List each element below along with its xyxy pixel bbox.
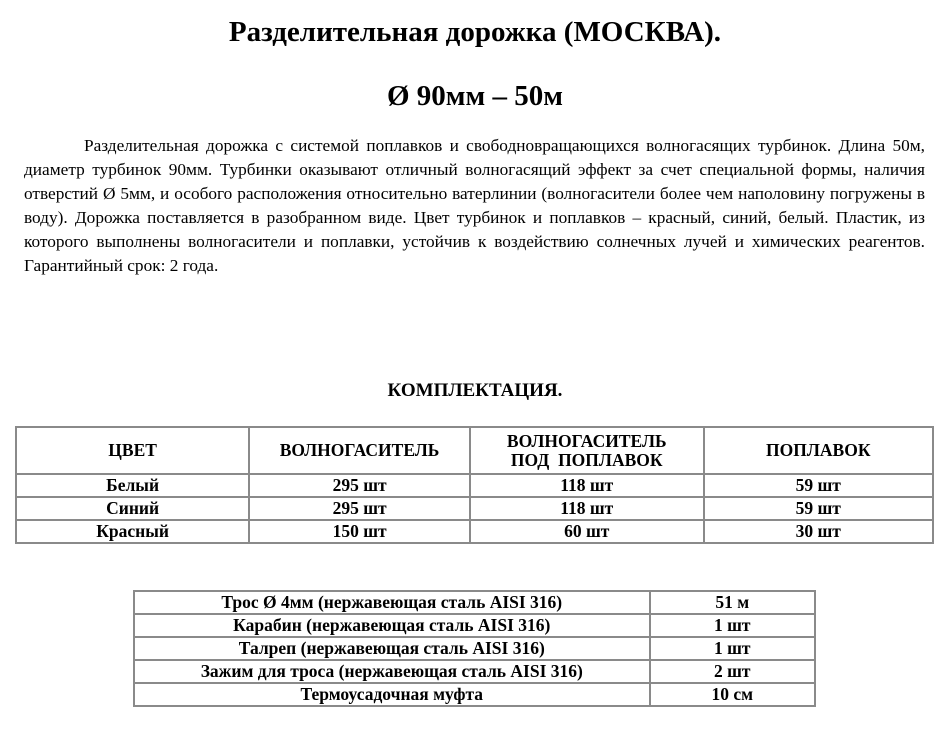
cell-wave-damper: 295 шт [249, 497, 470, 520]
table-row [16, 520, 933, 543]
kit-table [15, 426, 934, 544]
cell-color: Белый [16, 474, 249, 497]
cell-color: Синий [16, 497, 249, 520]
section-title-kit: КОМПЛЕКТАЦИЯ. [387, 380, 563, 401]
cell-quantity: 1 шт [650, 614, 815, 637]
cell-item: Зажим для троса (нержавеющая сталь AISI 316) [134, 660, 650, 683]
table-row [134, 660, 815, 683]
description-paragraph: Разделительная дорожка с системой поплавков и свободновращающихся волногасящих турбинок. Длина 50м, диаметр турбинок 90мм. Турбинки оказывают отличный волногасящий эффект за счет специальной формы, наличия отверстий Ø 5мм, и особого расположения относительно ватерлинии (волногасители более чем наполовину погружены в воду). Дорожка поставляется в разобранном виде. Цвет турбинок и поплавков – красный, синий, белый. Пластик, из которого выполнены волногасители и поплавки, устойчив к воздействию солнечных лучей и химических реагентов. Гарантийный срок: 2 года. [24, 136, 925, 275]
table-row [16, 497, 933, 520]
cell-quantity: 2 шт [650, 660, 815, 683]
cell-wave-damper-float: 118 шт [470, 474, 704, 497]
cell-wave-damper-float: 118 шт [470, 497, 704, 520]
kit-table-header-row [16, 427, 933, 474]
cell-quantity: 51 м [650, 591, 815, 614]
cell-wave-damper: 295 шт [249, 474, 470, 497]
header-float: ПОПЛАВОК [704, 427, 933, 474]
table-row [134, 614, 815, 637]
cell-wave-damper: 150 шт [249, 520, 470, 543]
cell-float: 30 шт [704, 520, 933, 543]
header-wave-damper: ВОЛНОГАСИТЕЛЬ [249, 427, 470, 474]
table-row [134, 683, 815, 706]
cell-item: Термоусадочная муфта [134, 683, 650, 706]
table-row [134, 591, 815, 614]
table-row [16, 474, 933, 497]
cell-item: Талреп (нержавеющая сталь AISI 316) [134, 637, 650, 660]
cell-quantity: 10 см [650, 683, 815, 706]
document-subtitle: Ø 90мм – 50м [386, 80, 564, 112]
cell-wave-damper-float: 60 шт [470, 520, 704, 543]
cell-quantity: 1 шт [650, 637, 815, 660]
hardware-table [133, 590, 816, 707]
header-wave-damper-float: ВОЛНОГАСИТЕЛЬ ПОД ПОПЛАВОК [470, 427, 704, 474]
cell-item: Карабин (нержавеющая сталь AISI 316) [134, 614, 650, 637]
cell-item: Трос Ø 4мм (нержавеющая сталь AISI 316) [134, 591, 650, 614]
cell-float: 59 шт [704, 474, 933, 497]
document-title: Разделительная дорожка (МОСКВА). [228, 16, 722, 48]
cell-color: Красный [16, 520, 249, 543]
cell-float: 59 шт [704, 497, 933, 520]
table-row [134, 637, 815, 660]
header-color: ЦВЕТ [16, 427, 249, 474]
